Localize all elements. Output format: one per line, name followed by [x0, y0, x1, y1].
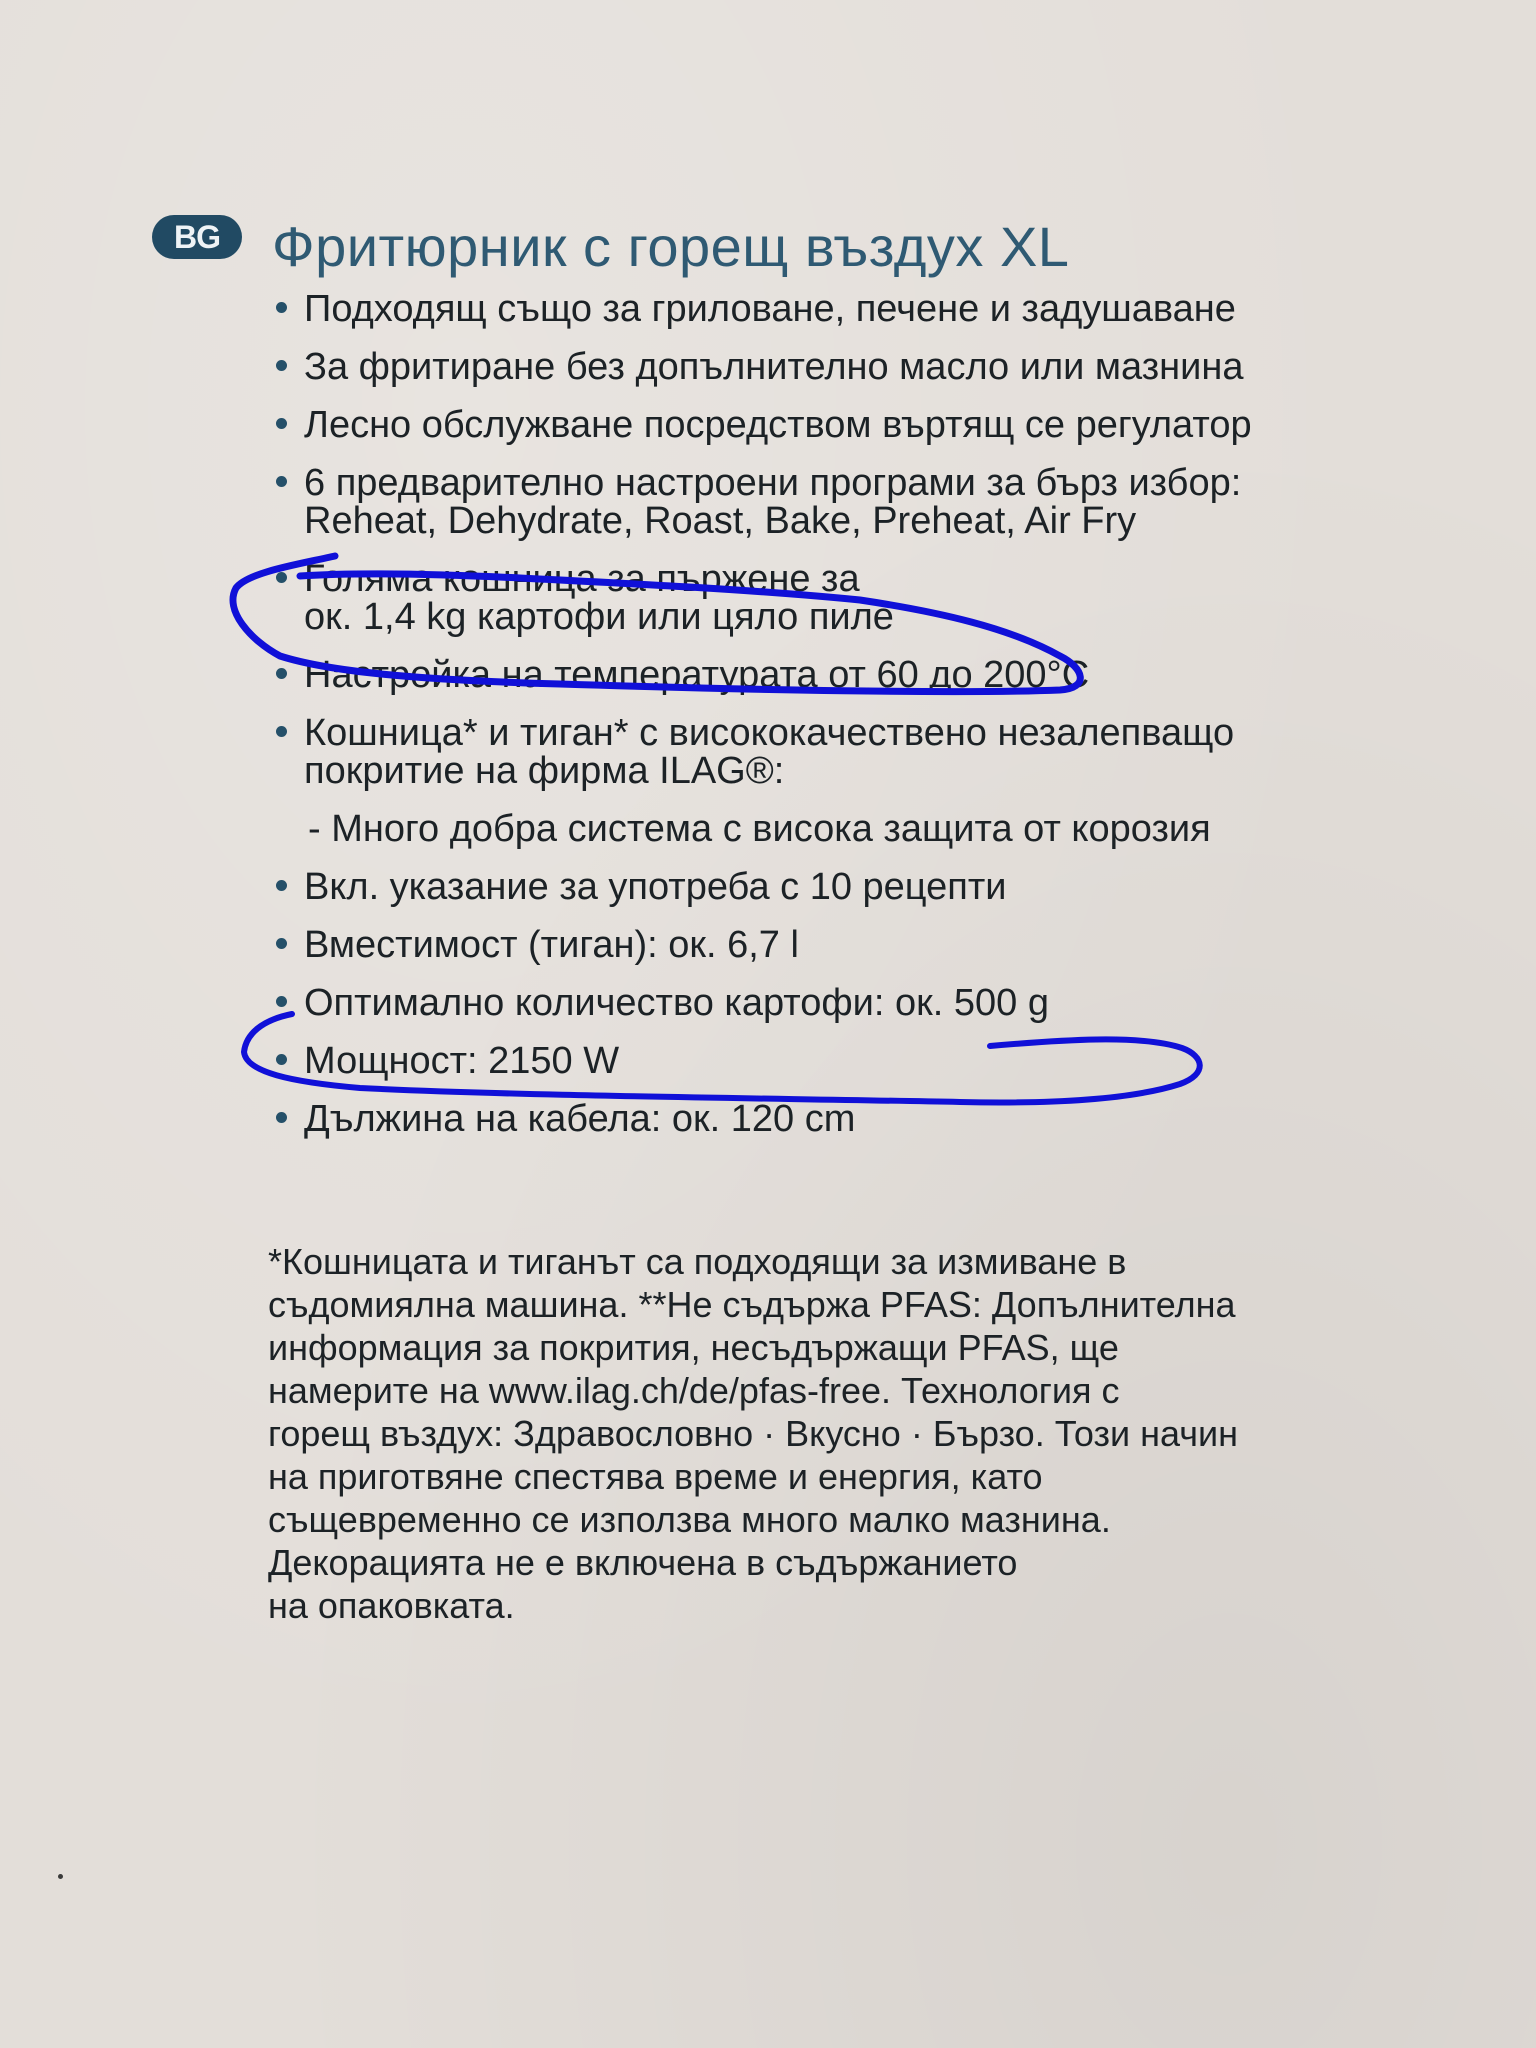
feature-item — [272, 348, 1432, 386]
feature-text: Подходящ също за гриловане, печене и задушаване — [304, 288, 1236, 330]
footnote-line: горещ въздух: Здравословно · Вкусно · Бързо. Този начин — [268, 1413, 1238, 1454]
feature-text: Мощност: 2150 W — [304, 1040, 620, 1082]
feature-text: - Много добра система с висока защита от корозия — [308, 808, 1211, 850]
feature-item — [272, 868, 1432, 906]
feature-item — [272, 1042, 1432, 1080]
feature-item — [272, 406, 1432, 444]
footnote-line: *Кошницата и тиганът са подходящи за измиване в — [268, 1241, 1127, 1282]
product-title: Фритюрник с горещ въздух XL — [272, 215, 1070, 278]
feature-text: Голяма кошница за пържене за — [304, 558, 860, 600]
feature-text: 6 предварително настроени програми за бърз избор: — [304, 462, 1242, 504]
footnote-line: Декорацията не е включена в съдържанието — [268, 1542, 1018, 1583]
footnote-line: същевременно се използва много малко мазнина. — [268, 1499, 1111, 1540]
footnote-line: информация за покрития, несъдържащи PFAS, ще — [268, 1327, 1119, 1368]
footnote-paragraph — [268, 1240, 1428, 1627]
language-badge: BG — [152, 215, 242, 259]
footnote-line: намерите на www.ilag.ch/de/pfas-free. Технология с — [268, 1370, 1120, 1411]
feature-item-basket-capacity — [272, 560, 1432, 636]
feature-text: За фритиране без допълнително масло или мазнина — [304, 346, 1244, 388]
feature-item — [272, 290, 1432, 328]
feature-text: Вместимост (тиган): ок. 6,7 l — [304, 924, 799, 966]
feature-text: Дължина на кабела: ок. 120 cm — [304, 1098, 856, 1140]
feature-item-optimal-potatoes — [272, 984, 1432, 1022]
footnote-line: на опаковката. — [268, 1585, 515, 1626]
feature-item — [272, 464, 1432, 540]
feature-text: Настройка на температурата от 60 до 200°C — [304, 654, 1090, 696]
feature-text: покритие на фирма ILAG®: — [304, 750, 785, 792]
paper-speck — [58, 1874, 63, 1879]
feature-item — [272, 656, 1432, 694]
feature-text: Вкл. указание за употреба с 10 рецепти — [304, 866, 1007, 908]
feature-text: Лесно обслужване посредством въртящ се регулатор — [304, 404, 1252, 446]
feature-list — [272, 290, 1432, 1158]
feature-item — [272, 714, 1432, 790]
footnote-line: съдомиялна машина. **Не съдържа PFAS: Допълнителна — [268, 1284, 1236, 1325]
feature-text: Оптимално количество картофи: ок. 500 g — [304, 982, 1049, 1024]
feature-item — [272, 926, 1432, 964]
feature-subitem — [272, 810, 1432, 848]
feature-text: Reheat, Dehydrate, Roast, Bake, Preheat, Air Fry — [304, 500, 1137, 542]
footnote-line: на приготвяне спестява време и енергия, като — [268, 1456, 1043, 1497]
feature-item — [272, 1100, 1432, 1138]
feature-text: ок. 1,4 kg картофи или цяло пиле — [304, 596, 894, 638]
feature-text: Кошница* и тиган* с висококачествено незалепващо — [304, 712, 1235, 754]
